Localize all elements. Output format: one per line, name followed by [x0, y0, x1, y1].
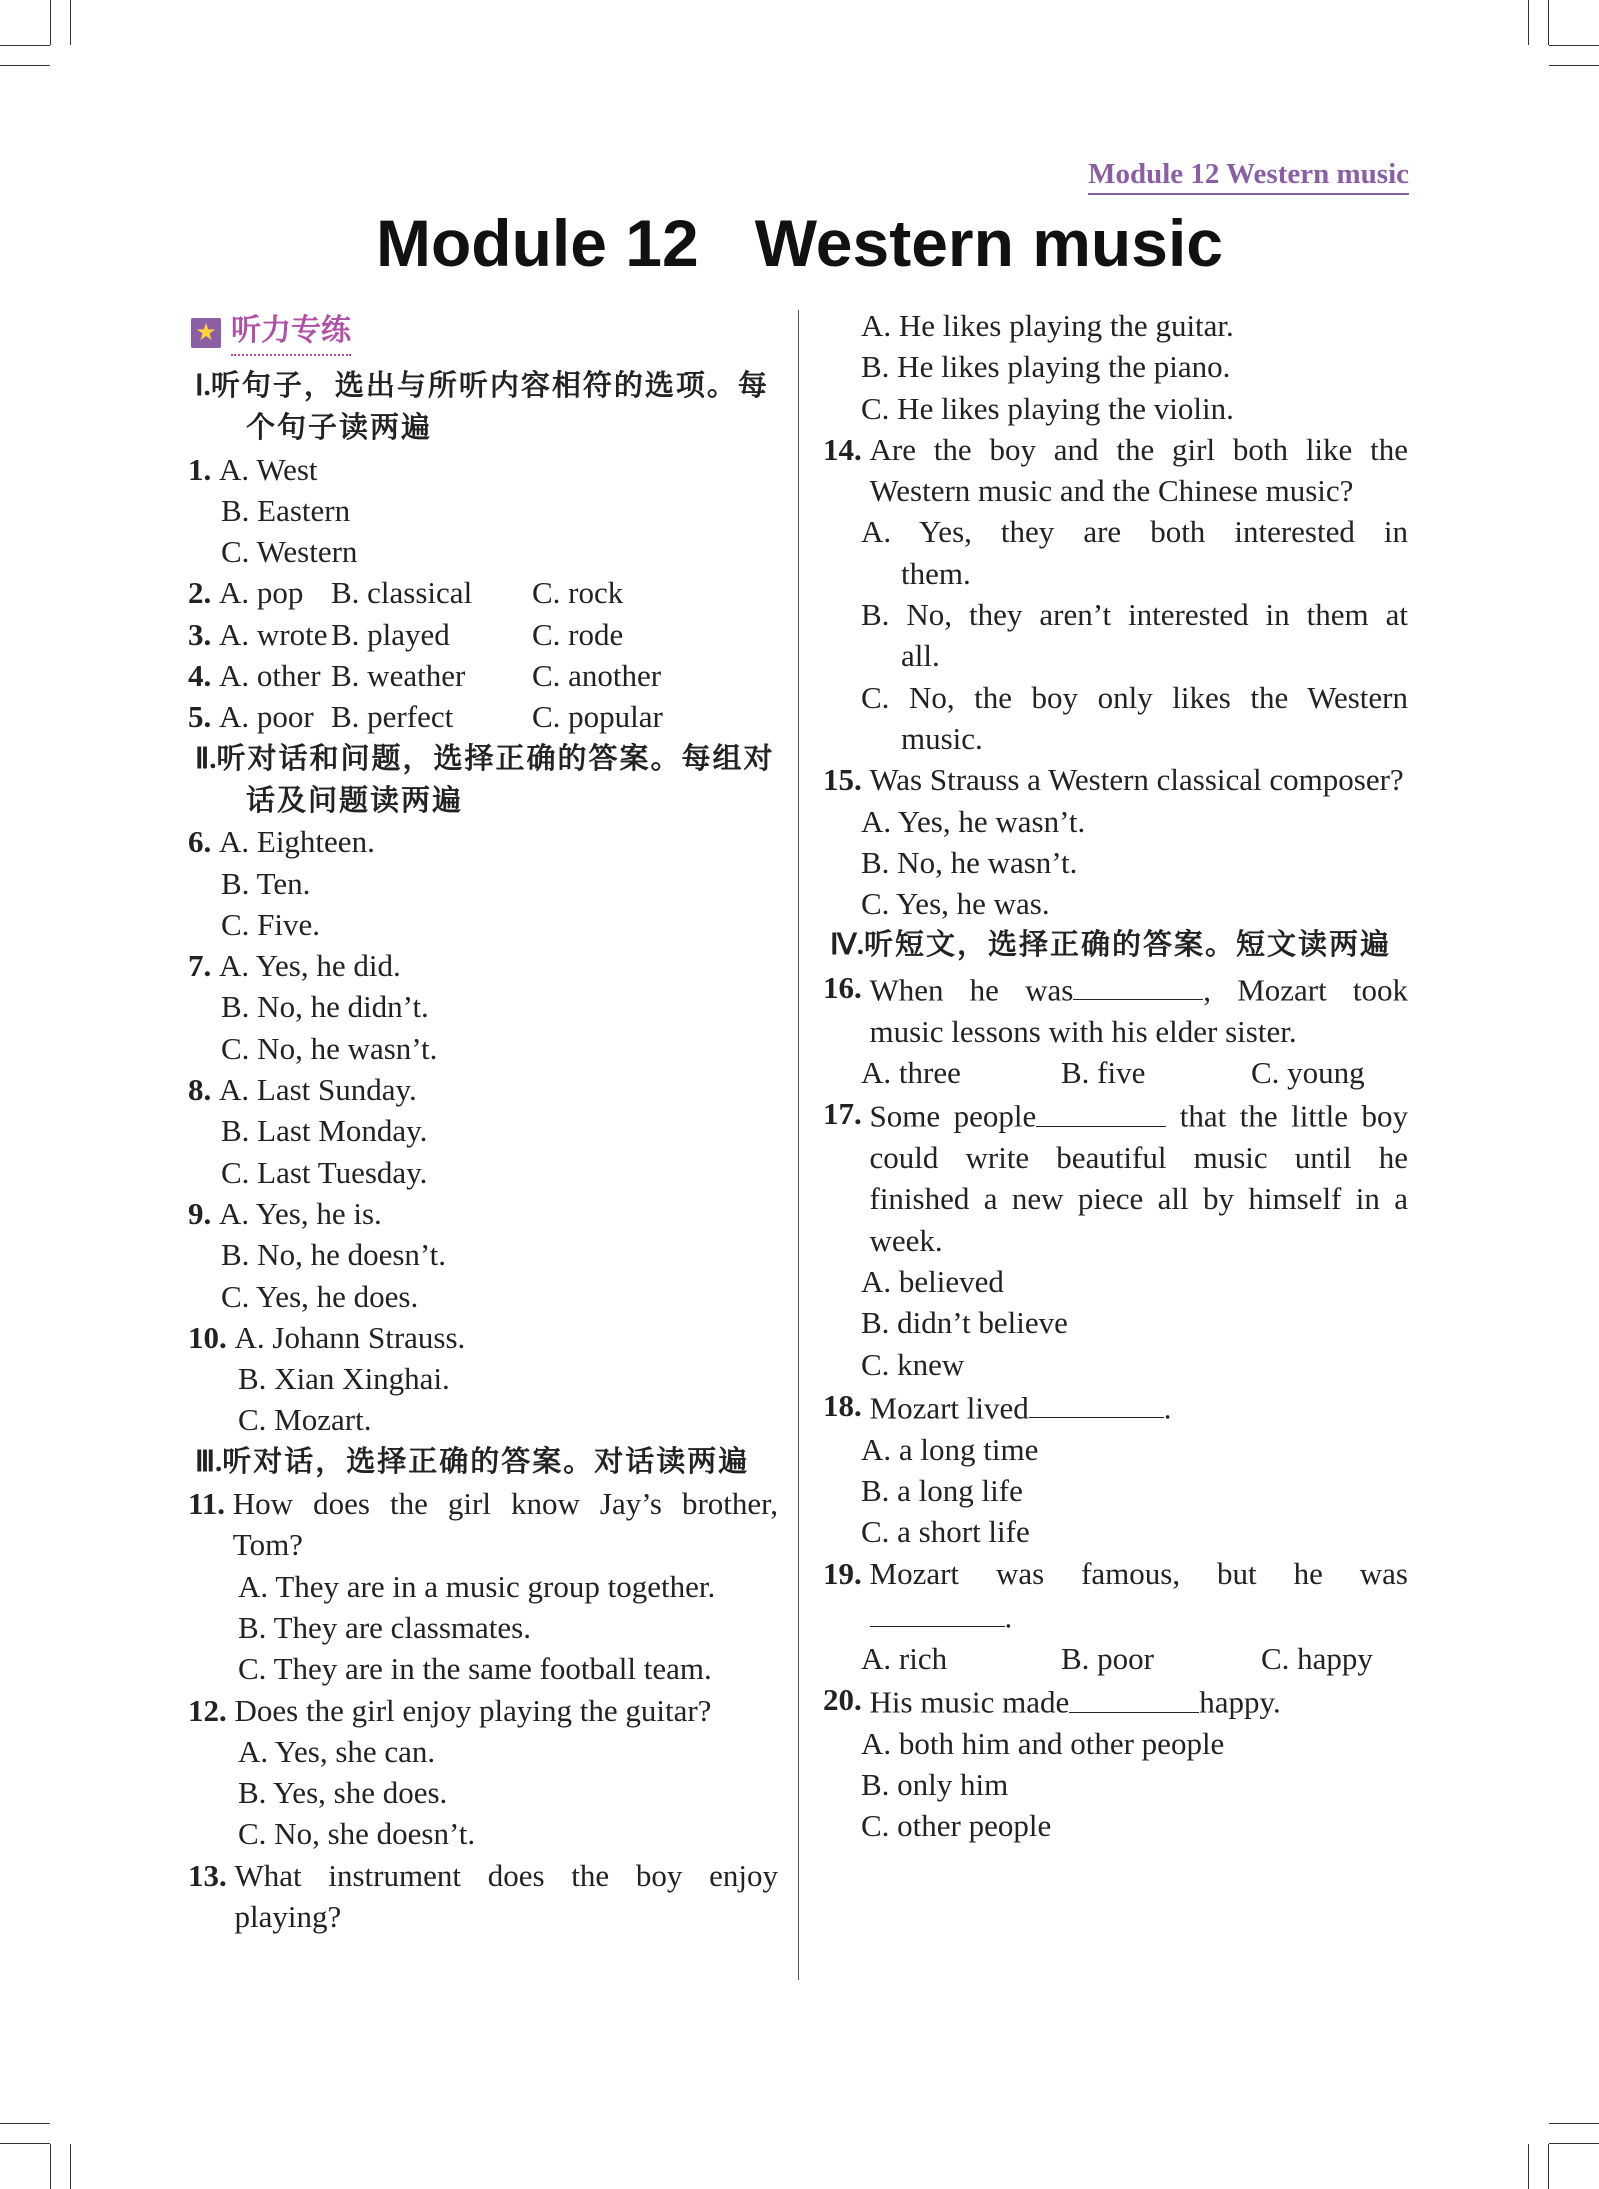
crop-mark — [0, 45, 50, 46]
option: C. They are in the same football team. — [238, 1651, 712, 1687]
option: A. Yes, she can. — [238, 1733, 436, 1769]
option: B. a long life — [861, 1472, 1023, 1508]
option: C. Western — [221, 534, 358, 570]
option-continued: all. — [901, 638, 940, 674]
page-title-module: Module 12 — [375, 206, 699, 280]
question: 11 . How does the girl know Jay’s brother, Tom? — [188, 1486, 778, 1563]
option: C. Mozart. — [238, 1402, 372, 1438]
question: 3. A. wrote B. played C. rode — [188, 616, 624, 652]
option: C. knew — [861, 1346, 965, 1382]
question: 7 . A. Yes, he did. — [188, 948, 401, 984]
option: B. didn’t believe — [861, 1305, 1068, 1341]
option: B. Xian Xinghai. — [238, 1361, 450, 1397]
left-column — [188, 305, 778, 1937]
answer-blank[interactable] — [1069, 1679, 1199, 1713]
crop-mark — [50, 0, 51, 45]
crop-mark — [1549, 2143, 1599, 2144]
crop-mark — [0, 2143, 50, 2144]
crop-mark — [1549, 65, 1599, 66]
option: B. No, he didn’t. — [221, 989, 429, 1025]
option: C. No, she doesn’t. — [238, 1816, 476, 1852]
running-header: Module 12 Western music — [1088, 158, 1409, 195]
crop-mark — [0, 2123, 50, 2124]
option: C. Five. — [221, 906, 321, 942]
option: A. He likes playing the guitar. — [861, 308, 1234, 343]
crop-mark — [70, 0, 71, 45]
option: C. other people — [861, 1808, 1052, 1844]
question: 8 . A. Last Sunday. — [188, 1072, 417, 1108]
question: 12 . Does the girl enjoy playing the guitar? — [188, 1692, 712, 1728]
part-heading: Ⅲ.听对话，选择正确的答案。对话读两遍 — [195, 1443, 750, 1478]
option: C. Yes, he does. — [221, 1278, 419, 1314]
option: B. Yes, she does. — [238, 1775, 448, 1811]
question: 13 . What instrument does the boy enjoy playing? — [188, 1857, 778, 1934]
option-continued: them. — [901, 555, 971, 591]
option-row: A. rich B. poor C. happy — [861, 1640, 1373, 1676]
question: 14 . Are the boy and the girl both like the Western music and the Chinese music? — [823, 431, 1408, 509]
star-icon: ★ — [191, 318, 221, 348]
answer-blank[interactable] — [870, 1594, 1005, 1628]
crop-mark — [50, 2144, 51, 2189]
question: 17 . Some people that the little boy could write beautiful music until he finished a new piece all by himself in a week. — [823, 1093, 1408, 1261]
question: 15 . Was Strauss a Western classical composer? — [823, 762, 1404, 798]
section-tag — [191, 307, 778, 359]
option: B. He likes playing the piano. — [861, 349, 1231, 385]
question: 9 . A. Yes, he is. — [188, 1195, 382, 1231]
crop-mark — [1528, 2144, 1529, 2189]
question: 16 . When he was , Mozart took music lessons with his elder sister. — [823, 967, 1408, 1052]
option: C. Last Tuesday. — [221, 1154, 428, 1190]
answer-blank[interactable] — [1036, 1093, 1166, 1127]
crop-mark — [70, 2144, 71, 2189]
section-tag-label: 听力专练 — [231, 310, 351, 355]
right-column — [823, 305, 1408, 1847]
question: 5. A. poor B. perfect C. popular — [188, 699, 663, 735]
crop-mark — [1528, 0, 1529, 45]
option-row: A. three B. five C. young — [861, 1054, 1365, 1090]
question: 2. A. pop B. classical C. rock — [188, 575, 624, 611]
option: A. both him and other people — [861, 1725, 1225, 1761]
crop-mark — [1549, 45, 1599, 46]
option: C. No, he wasn’t. — [221, 1030, 438, 1066]
question: 1 . A. West — [188, 451, 318, 487]
option: B. No, they aren’t interested in them at — [861, 597, 1408, 633]
option: B. No, he doesn’t. — [221, 1237, 447, 1273]
option: A. believed — [861, 1263, 1004, 1299]
option: C. a short life — [861, 1514, 1030, 1550]
option: A. They are in a music group together. — [238, 1568, 716, 1604]
part-heading: Ⅳ.听短文，选择正确的答案。短文读两遍 — [830, 927, 1392, 962]
column-divider — [798, 310, 799, 1980]
question: 4. A. other B. weather C. another — [188, 658, 662, 694]
option: A. a long time — [861, 1431, 1039, 1467]
crop-mark — [1549, 2123, 1599, 2124]
crop-mark — [0, 65, 50, 66]
option: C. He likes playing the violin. — [861, 390, 1234, 426]
option: B. Last Monday. — [221, 1113, 428, 1149]
option: C. Yes, he was. — [861, 886, 1050, 922]
part-heading: Ⅱ.听对话和问题，选择正确的答案。每组对话及问题读两遍 — [195, 740, 775, 817]
option: A. Yes, they are both interested in — [861, 514, 1408, 550]
question: 6 . A. Eighteen. — [188, 824, 375, 860]
option-continued: music. — [901, 720, 983, 756]
option: B. only him — [861, 1767, 1009, 1803]
crop-mark — [1548, 2144, 1549, 2189]
option: B. No, he wasn’t. — [861, 844, 1078, 880]
question: 10 . A. Johann Strauss. — [188, 1319, 466, 1355]
crop-mark — [1548, 0, 1549, 45]
option: B. Ten. — [221, 865, 311, 901]
answer-blank[interactable] — [1029, 1385, 1164, 1419]
page-title — [0, 205, 1599, 281]
question: 20 . His music made happy. — [823, 1679, 1408, 1723]
option: B. They are classmates. — [238, 1609, 531, 1645]
part-heading: Ⅰ.听句子，选出与所听内容相符的选项。每个句子读两遍 — [195, 368, 769, 445]
question: 18 . Mozart lived . — [823, 1385, 1408, 1429]
option: C. No, the boy only likes the Western — [861, 679, 1408, 715]
option: A. Yes, he wasn’t. — [861, 803, 1086, 839]
page-title-topic: Western music — [754, 206, 1223, 280]
question: 19 . Mozart was famous, but he was . — [823, 1555, 1408, 1635]
option: B. Eastern — [221, 492, 351, 528]
answer-blank[interactable] — [1073, 967, 1203, 1001]
